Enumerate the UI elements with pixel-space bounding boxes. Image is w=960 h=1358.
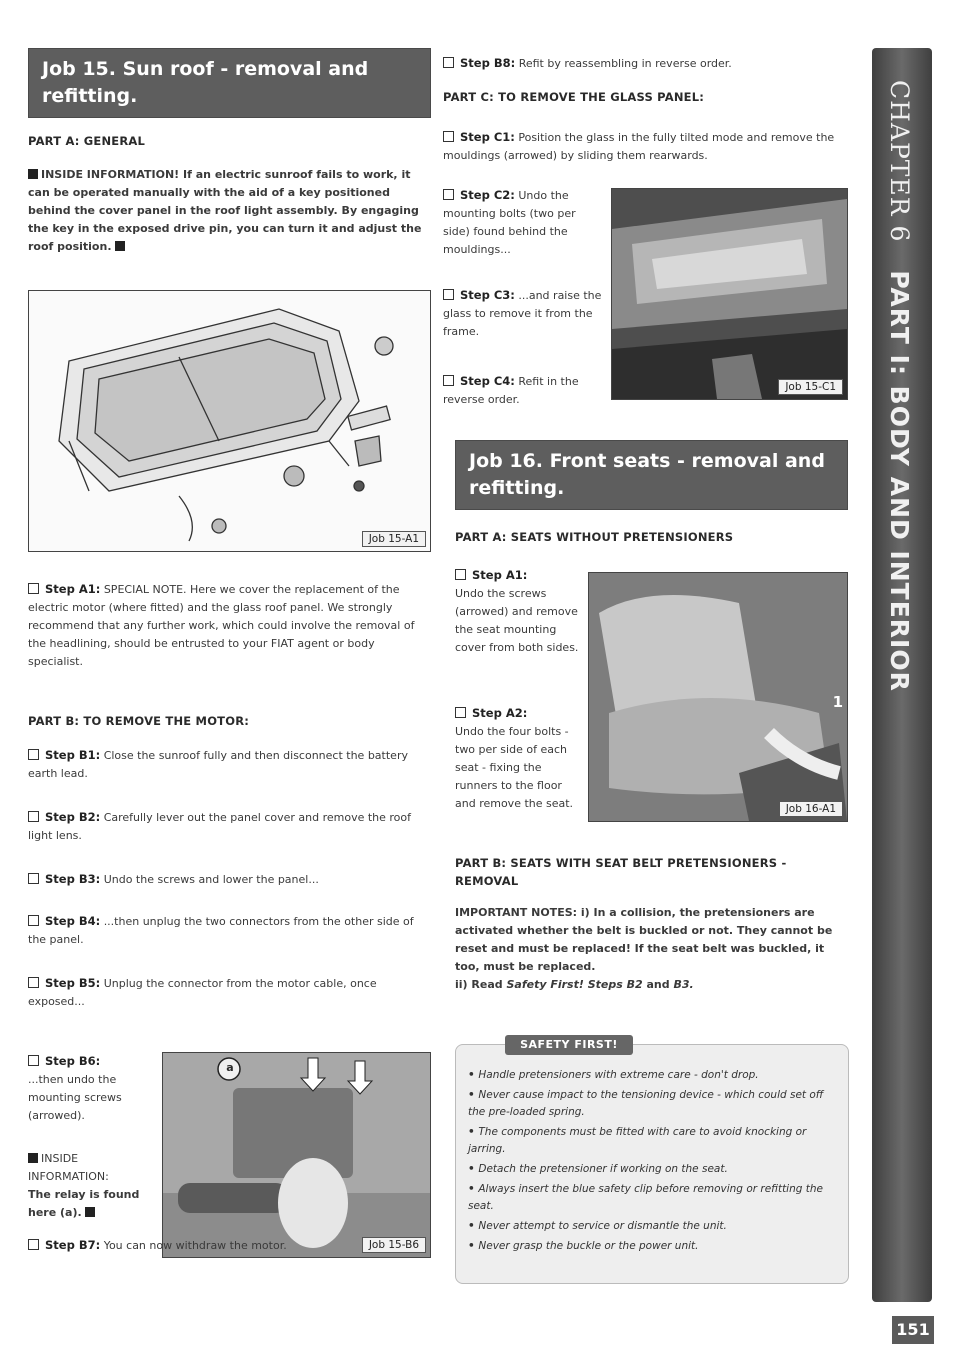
- job15-part-b-heading: PART B: TO REMOVE THE MOTOR:: [28, 714, 250, 728]
- job16-step-a2: [455, 704, 583, 813]
- step-b7-text: You can now withdraw the motor.: [103, 1239, 287, 1252]
- glass-panel-photo: [612, 189, 847, 399]
- step-b8-text: Refit by reassembling in reverse order.: [518, 57, 732, 70]
- page-number: 151: [892, 1316, 934, 1344]
- job15-title-line2: refitting.: [42, 85, 138, 107]
- safety-item: • The components must be fitted with care to avoid knocking or jarring.: [468, 1124, 838, 1158]
- safety-item: • Never attempt to service or dismantle the unit.: [468, 1218, 838, 1235]
- important-notes-2-ref: Safety First! Steps B2: [506, 978, 643, 991]
- job15-step-b2: [28, 808, 428, 845]
- job16-step-a1: [455, 566, 583, 657]
- figure-job15-b6-marker: a: [226, 1061, 234, 1074]
- step-checkbox[interactable]: [28, 915, 39, 926]
- figure-job15-b6-label: Job 15-B6: [362, 1237, 426, 1253]
- sunroof-exploded-diagram: [29, 291, 430, 551]
- step-b2-label: Step B2:: [45, 810, 101, 824]
- job15-step-b7: [28, 1236, 328, 1255]
- step-checkbox[interactable]: [28, 977, 39, 988]
- safety-first-title: SAFETY FIRST!: [505, 1035, 633, 1055]
- job15-step-b8: [443, 54, 848, 73]
- safety-item: • Always insert the blue safety clip before removing or refitting the seat.: [468, 1181, 838, 1215]
- inside-info2-text: The relay is found here (a).: [28, 1188, 140, 1219]
- job15-step-a1: [28, 580, 428, 671]
- step-c4-text: Refit in the reverse order.: [443, 375, 579, 406]
- job15-inside-info-relay: [28, 1150, 148, 1222]
- step-b6-text: ...then undo the mounting screws (arrowed).: [28, 1073, 122, 1122]
- job16-title-line1: Job 16. Front seats - removal and: [469, 450, 825, 472]
- info-end-icon: [85, 1207, 95, 1217]
- step-a1-label: Step A1:: [45, 582, 101, 596]
- step-checkbox[interactable]: [443, 57, 454, 68]
- figure-job16-a1-marker: 1: [832, 693, 843, 711]
- job15-step-c2: [443, 186, 603, 259]
- figure-job16-a1-label: Job 16-A1: [779, 801, 843, 817]
- chapter-side-text: [885, 80, 914, 692]
- part-label: PART I: BODY AND INTERIOR: [885, 270, 914, 692]
- job15-title-line1: Job 15. Sun roof - removal and: [42, 58, 369, 80]
- info-icon: [28, 169, 38, 179]
- step-b8-label: Step B8:: [460, 56, 516, 70]
- info-icon: [28, 1153, 38, 1163]
- safety-item: • Never grasp the buckle or the power unit.: [468, 1238, 838, 1255]
- safety-first-box: [455, 1038, 849, 1284]
- important-notes-2-ref2: B3.: [673, 978, 694, 991]
- job15-step-b5: [28, 974, 428, 1011]
- step-c1-text: Position the glass in the fully tilted mode and remove the mouldings (arrowed) by sliding them rearwards.: [443, 131, 835, 162]
- figure-job15-a1-label: Job 15-A1: [362, 531, 426, 547]
- step-a2-label: Step A2:: [472, 706, 528, 720]
- job16-title-line2: refitting.: [469, 477, 565, 499]
- step-checkbox[interactable]: [28, 811, 39, 822]
- motor-photo: [163, 1053, 430, 1257]
- step-checkbox[interactable]: [28, 1239, 39, 1250]
- step-checkbox[interactable]: [443, 189, 454, 200]
- step-b5-label: Step B5:: [45, 976, 101, 990]
- step-a1-text: SPECIAL NOTE. Here we cover the replacement of the electric motor (where fitted) and the glass roof panel. We strongly recommend that any further work, which could involve the removal of the headlining, should be entrusted to your FIAT agent or body specialist.: [28, 583, 415, 668]
- step-checkbox[interactable]: [443, 375, 454, 386]
- step-a1-label: Step A1:: [472, 568, 528, 582]
- step-checkbox[interactable]: [443, 131, 454, 142]
- step-c2-text: Undo the mounting bolts (two per side) found behind the mouldings...: [443, 189, 576, 256]
- step-b2-text: Carefully lever out the panel cover and remove the roof light lens.: [28, 811, 412, 842]
- step-c4-label: Step C4:: [460, 374, 515, 388]
- step-checkbox[interactable]: [455, 569, 466, 580]
- step-b4-text: ...then unplug the two connectors from the other side of the panel.: [28, 915, 414, 946]
- step-checkbox[interactable]: [455, 707, 466, 718]
- step-checkbox[interactable]: [28, 1055, 39, 1066]
- job15-step-b4: [28, 912, 428, 949]
- info-end-icon: [115, 241, 125, 251]
- job15-step-b1: [28, 746, 428, 783]
- important-notes-2-and: and: [646, 978, 670, 991]
- safety-item: • Detach the pretensioner if working on the seat.: [468, 1161, 838, 1178]
- figure-job15-c1-label: Job 15-C1: [778, 379, 843, 395]
- step-c2-label: Step C2:: [460, 188, 515, 202]
- step-b4-label: Step B4:: [45, 914, 101, 928]
- step-c3-text: ...and raise the glass to remove it from the frame.: [443, 289, 602, 338]
- step-checkbox[interactable]: [443, 289, 454, 300]
- step-b3-label: Step B3:: [45, 872, 101, 886]
- figure-job15-c1: [611, 188, 848, 400]
- job16-part-b-heading: PART B: SEATS WITH SEAT BELT PRETENSIONERS - REMOVAL: [455, 856, 787, 888]
- job15-part-a-heading: PART A: GENERAL: [28, 134, 146, 148]
- step-b1-text: Close the sunroof fully and then disconnect the battery earth lead.: [28, 749, 408, 780]
- step-b3-text: Undo the screws and lower the panel...: [103, 873, 319, 886]
- step-b5-text: Unplug the connector from the motor cable, once exposed...: [28, 977, 377, 1008]
- inside-info2-heading: INSIDE INFORMATION:: [28, 1152, 109, 1183]
- job16-important-notes: [455, 904, 848, 994]
- job15-step-c4: [443, 372, 603, 409]
- figure-job15-a1: [28, 290, 431, 552]
- step-b7-label: Step B7:: [45, 1238, 101, 1252]
- important-notes-1: IMPORTANT NOTES: i) In a collision, the pretensioners are activated whether the belt is buckled or not. They cannot be reset and must be replaced! If the seat belt was buckled, it too, must be replaced.: [455, 906, 833, 973]
- seat-photo: [589, 573, 847, 821]
- important-notes-2-prefix: ii) Read: [455, 978, 503, 991]
- step-checkbox[interactable]: [28, 873, 39, 884]
- job15-step-c1: [443, 128, 848, 165]
- step-a1-text: Undo the screws (arrowed) and remove the seat mounting cover from both sides.: [455, 587, 579, 654]
- chapter-side-tab: [872, 48, 932, 1302]
- step-checkbox[interactable]: [28, 749, 39, 760]
- job15-step-b3: [28, 870, 428, 889]
- inside-info-text: INSIDE INFORMATION! If an electric sunroof fails to work, it can be operated manually with the aid of a key positioned behind the cover panel in the roof light assembly. By engaging the key in the exposed drive pin, you can turn it and adjust the roof position.: [28, 168, 422, 253]
- step-c1-label: Step C1:: [460, 130, 515, 144]
- job15-step-c3: [443, 286, 603, 341]
- step-checkbox[interactable]: [28, 583, 39, 594]
- safety-item: • Never cause impact to the tensioning device - which could set off the pre-loaded spring.: [468, 1087, 838, 1121]
- job15-step-b6: [28, 1052, 154, 1125]
- safety-item: • Handle pretensioners with extreme care - don't drop.: [468, 1067, 838, 1084]
- job16-part-a-heading: PART A: SEATS WITHOUT PRETENSIONERS: [455, 530, 734, 544]
- step-a2-text: Undo the four bolts - two per side of each seat - fixing the runners to the floor and remove the seat.: [455, 725, 574, 810]
- figure-job16-a1: [588, 572, 848, 822]
- safety-first-list: [456, 1045, 848, 1255]
- job15-title-banner: [28, 48, 431, 118]
- job15-inside-info: [28, 166, 428, 256]
- step-b1-label: Step B1:: [45, 748, 101, 762]
- chapter-label: CHAPTER 6: [885, 80, 914, 243]
- job16-title-banner: [455, 440, 848, 510]
- job15-part-c-heading: PART C: TO REMOVE THE GLASS PANEL:: [443, 90, 705, 104]
- step-c3-label: Step C3:: [460, 288, 515, 302]
- step-b6-label: Step B6:: [45, 1054, 101, 1068]
- figure-job15-b6: [162, 1052, 431, 1258]
